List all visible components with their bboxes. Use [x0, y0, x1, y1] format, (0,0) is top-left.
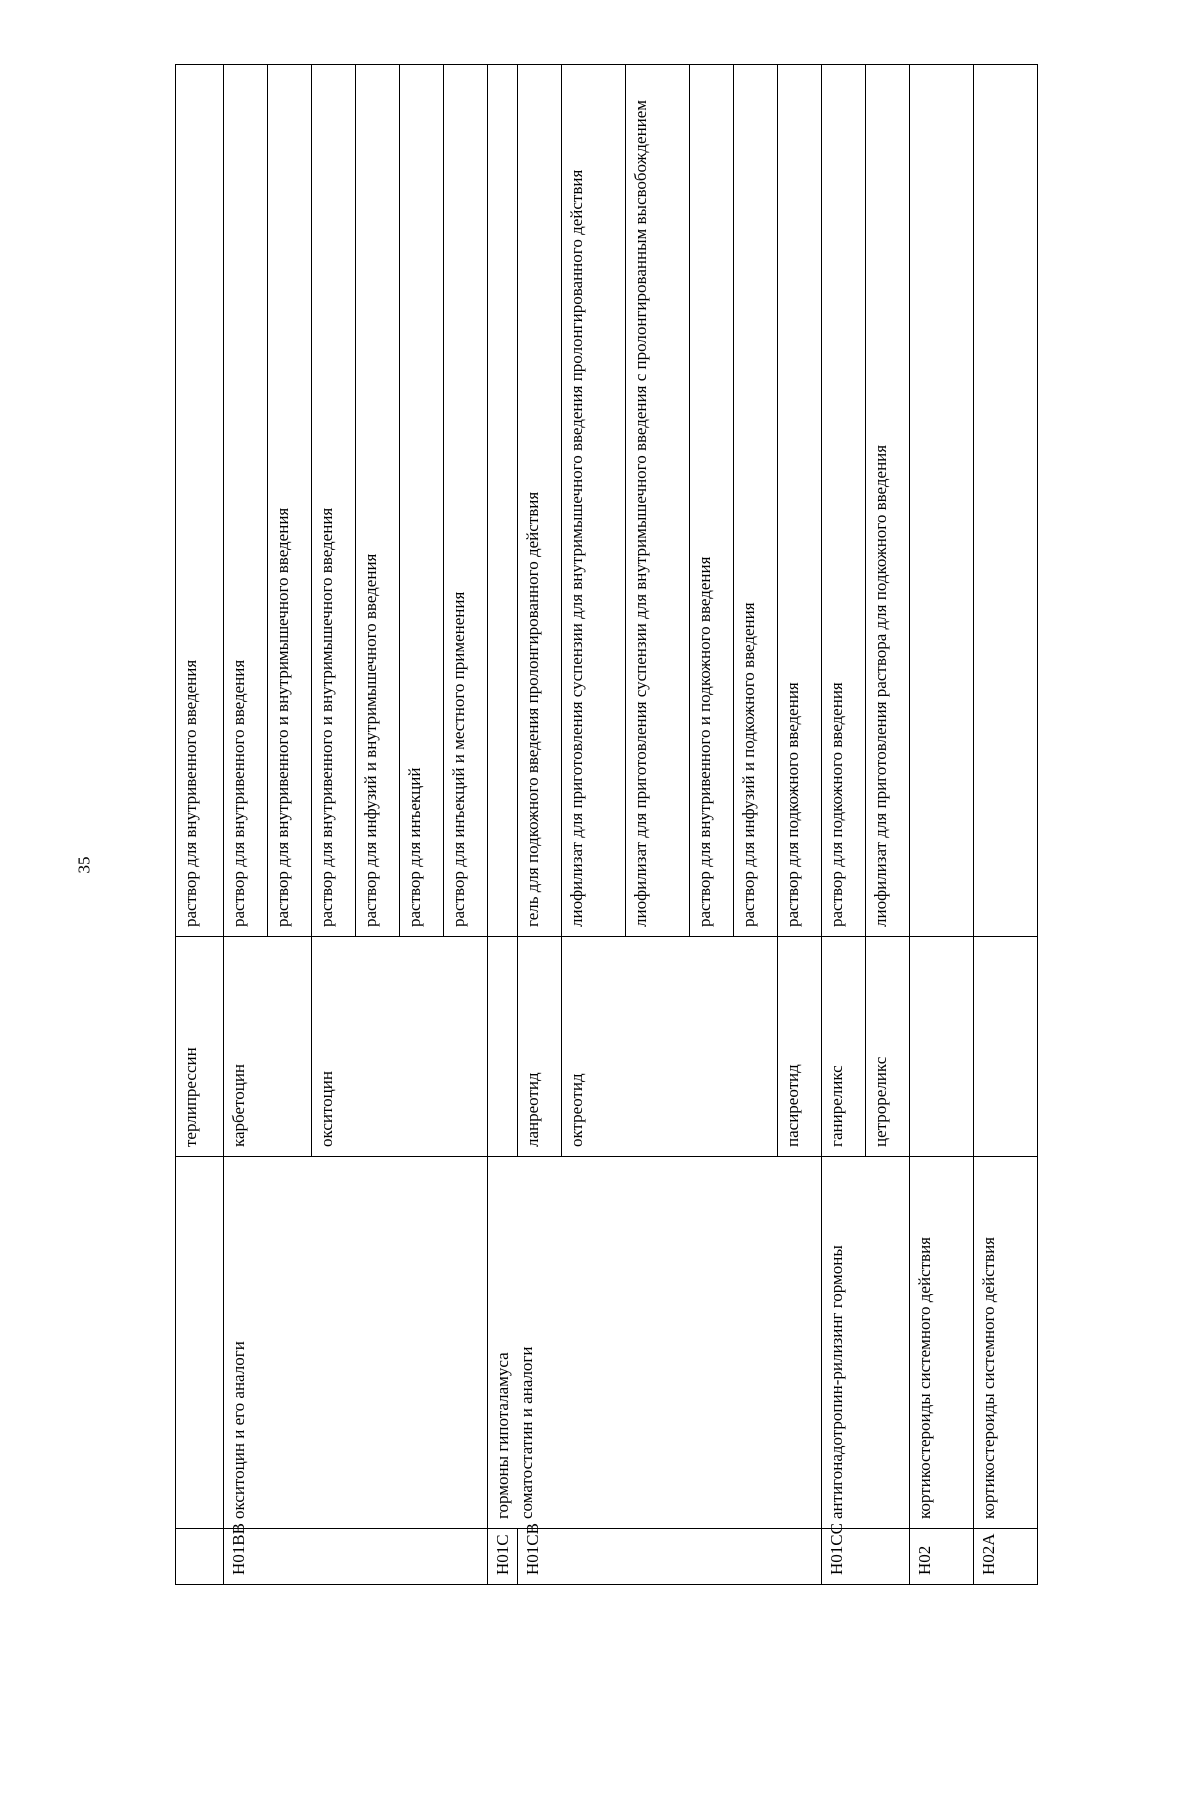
dosage-form-cell: раствор для внутривенного введения [224, 65, 268, 937]
group-name-cell: антигонадотропин-рилизинг гормоны [822, 1157, 910, 1529]
drug-classification-table [175, 64, 1038, 1585]
dosage-form-cell: раствор для подкожного введения [778, 65, 822, 937]
atc-code-cell: H01CB [518, 1529, 822, 1585]
group-name-cell: окситоцин и его аналоги [224, 1157, 488, 1529]
dosage-form-cell: раствор для подкожного введения [822, 65, 866, 937]
drug-name-cell [974, 937, 1038, 1157]
drug-name-cell: октреотид [562, 937, 778, 1157]
dosage-form-cell [974, 65, 1038, 937]
table-row [224, 65, 268, 1585]
atc-code-cell: H01CC [822, 1529, 910, 1585]
group-name-cell: кортикостероиды системного действия [974, 1157, 1038, 1529]
group-name-cell: кортикостероиды системного действия [910, 1157, 974, 1529]
atc-code-cell [176, 1529, 224, 1585]
rotated-table-inner [175, 0, 1200, 1585]
table-row [910, 65, 974, 1585]
drug-name-cell: пасиреотид [778, 937, 822, 1157]
drug-name-cell: окситоцин [312, 937, 488, 1157]
table-row [974, 65, 1038, 1585]
table-row [518, 65, 562, 1585]
group-name-cell: соматостатин и аналоги [518, 1157, 822, 1529]
drug-name-cell: ланреотид [518, 937, 562, 1157]
dosage-form-cell: лиофилизат для приготовления суспензии для внутримышечного введения с пролонгированным высвобождением [626, 65, 690, 937]
drug-name-cell [488, 937, 518, 1157]
dosage-form-cell: раствор для внутривенного и внутримышечного введения [268, 65, 312, 937]
dosage-form-cell: раствор для внутривенного и подкожного введения [690, 65, 734, 937]
table-row [488, 65, 518, 1585]
drug-name-cell: ганиреликс [822, 937, 866, 1157]
dosage-form-cell: лиофилизат для приготовления раствора для подкожного введения [866, 65, 910, 937]
dosage-form-cell: лиофилизат для приготовления суспензии для внутримышечного введения пролонгированного действия [562, 65, 626, 937]
atc-code-cell: H01C [488, 1529, 518, 1585]
drug-name-cell: карбетоцин [224, 937, 312, 1157]
rotated-table-frame [175, 65, 1200, 1810]
table-row [176, 65, 224, 1585]
drug-name-cell: цетрореликс [866, 937, 910, 1157]
dosage-form-cell [910, 65, 974, 937]
dosage-form-cell: раствор для внутривенного и внутримышечного введения [312, 65, 356, 937]
dosage-form-cell: раствор для инфузий и внутримышечного введения [356, 65, 400, 937]
group-name-cell: гормоны гипоталамуса [488, 1157, 518, 1529]
dosage-form-cell [488, 65, 518, 937]
dosage-form-cell: гель для подкожного введения пролонгированного действия [518, 65, 562, 937]
dosage-form-cell: раствор для инфузий и подкожного введения [734, 65, 778, 937]
drug-name-cell [910, 937, 974, 1157]
atc-code-cell: H02A [974, 1529, 1038, 1585]
dosage-form-cell: раствор для инъекций и местного применения [444, 65, 488, 937]
table-row [822, 65, 866, 1585]
dosage-form-cell: раствор для внутривенного введения [176, 65, 224, 937]
drug-name-cell: терлипрессин [176, 937, 224, 1157]
group-name-cell [176, 1157, 224, 1529]
page-number: 35 [74, 856, 94, 874]
atc-code-cell: H01BB [224, 1529, 488, 1585]
atc-code-cell: H02 [910, 1529, 974, 1585]
dosage-form-cell: раствор для инъекций [400, 65, 444, 937]
